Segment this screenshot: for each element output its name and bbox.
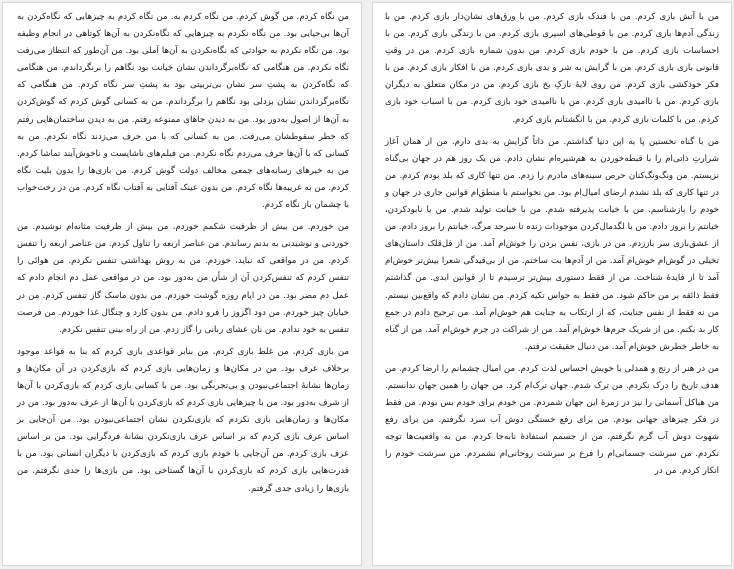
paragraph-eating: من خوردم. من بیش از ظرفیت شکمم خوردم. من بیش از ظرفیت مثانه‌ام نوشیدم. من خوردنی و نوشیدنی به بدنم رساندم. من عناصر اربعه را تناول کردم. من عناصر اربعه را تنفس کردم. من در مواقعی که نباید، خوردم. من به روش بهداشتی تنفس نکردم. من هوائی را تنفس کردم که تنفس‌کردن آن از شأن من به‌دور بود. من در مواقعی عمل دم انجام دادم که عمل دم مضر بود. من در ایام روزه گوشت خوردم. من بدون ماسک گاز تنفس کردم. من در خیابان چیز خوردم. من دود اگزوز را فرو دادم. من بدون کارد و چنگال غذا خوردم. من فرصت تنفس به خود ندادم. من نان عشای ربانی را گاز زدم. من از راه بینی تنفس نکردم. bbox=[17, 222, 349, 335]
paragraph-play-list: من با آتش بازی کردم. من با فندک بازی کردم. من با ورق‌های نشان‌دار بازی کردم. من با زندگی آدم‌ها بازی کردم. من با قوطی‌های اسپری بازی کردم. من با زندگی بازی کردم. من با احساسات بازی کردم. من با خودم بازی کردم. من بدون شماره بازی کردم. من در وقتِ قانونی بازی بازی کردم. من با گرایش به شر و بدی بازی کردم. من با افکار بازی کردم. من با فکر خودکشی بازی کردم. من روی لایهٔ نازکِ یخ بازی کردم. من در مکان متعلق به دیگران بازی کردم. من با ناامیدی بازی کردم. من با ناامیدی خود بازی کردم. من با اسباب خود بازی کردم. من با کلمات بازی کردم. من با انگشتانم بازی کردم. bbox=[385, 12, 719, 125]
right-page bbox=[372, 2, 732, 566]
paragraph-original-sin: من با گناه نخستین پا به این دنیا گذاشتم. من ذاتاً گرایش به بدی دارم. من از همان آغاز شرارتِ ذاتی‌ام را با قبطه‌خوردن به هم‌شیره‌ام نشان دادم. من یک روز هم در جهان بی‌گناه نزیستم. من ونگ‌ونگ‌کنان حرص سینه‌های مادرم را زدم. من تنها کاری که بلد بودم کردم. من در تنها کاری که بلد نشدم ارضای امیال‌ام بود. من نخواستم با منطق‌ام قوانین جاری در جهان و خودم را بازشناسم. من با خیانت پذیرفته شدم. من با خیانت تولید شدم. من با نابودکردن، خیانتم را بروز دادم. من با لگدمال‌کردن موجودات زنده تا سرحد مرگ، خیانتم را بروز دادم. من از عشق‌بازی سر باززدم. من در بازی، نفس بردن را خوش‌ام آمد. من از قل‌قلک داستان‌های تخیلی در گوش‌ام خوش‌ام آمد. من از آدم‌ها بت ساختم. من از بی‌قیدگی شعرا بیش‌تر خوش‌ام آمد تا از فایدهٔ شناخت. من از فقط دستوری بیش‌تر ترسیدم تا از قوانین ابدی. من گذاشتم فقط ذائقه بر من حاکم شود. من فقط به حواس تکیه کردم. من نشان دادم که واقع‌بین نیستم. من نه فقط از نفس جنایت، که از ارتکاب به جنایت هم خوش‌ام آمد. من ترجیح دادم در جمع کار بد بکنم. من از شریک جرم‌ها خوش‌ام آمد. من از شراکت در جرم خوش‌ام آمد. من از گناه به خاطر خطرش خوش‌ام آمد. من دنبال حقیقت نرفتم. bbox=[385, 136, 719, 352]
right-page-text bbox=[385, 9, 719, 486]
left-page-text bbox=[17, 9, 349, 503]
paragraph-art: من در هنر از رنج و همدلی با خویش احساس لذت کردم. من امیال چشمانم را ارضا کردم. من هدف تاریخ را درک نکردم. من ترک شدم. جهان ترک‌ام کرد. من جهان را همین جهان ندانستم. من هیاکل آسمانی را نیز در زمرهٔ این جهان شمردم. من خودم برای خودم بس بودم. من فقط در فکر چیزهای جهانی بودم. من برای رفع خستگی دوش آب سرد نگرفتم. من برای رفع شهوت دوش آب گرم نگرفتم. من از جسمم استفادهٔ نابه‌جا کردم. من به واقعیت‌ها توجه نکردم. من سرشت جسمانی‌ام را فرع بر سرشت روحانی‌ام نشمردم. من سرشت خودم را انکار کردم. من در bbox=[385, 363, 719, 477]
paragraph-seeing: من نگاه کردم. من گوش کردم. من نگاه کردم به. من نگاه کردم به چیزهایی که نگاه‌کردن به آن‌ها بی‌حیایی بود. من نگاه نکردم به چیزهایی که نگاه‌نکردن به آن‌ها کوتاهی در انجام وظیفه بود. من نگاه نکردم به حوادثی که نگاه‌نکردن به آن‌ها اَملی بود. من آن‌طور که انتظار می‌رفت نگاه نکردم. من هنگامی که نگاه‌برگرداندن نشان خیانت بود نگاهم را برنگرداندم. من هنگامی که نگاه‌کردن به پشتِ سر نشان بی‌تربیتی بود به پشتِ سر نگاه کردم. من هنگامی که نگاه‌برگرداندن نشان بزدلی بود نگاهم را برگرداندم. من به کسانی گوش کردم که گوش‌کردن به آن‌ها از اصول به‌دور بود. من به دیدن جاهای ممنوعه رفتم. من به دیدن ساختمان‌هایی رفتم که خطر سقوطشان می‌رفت. من به کسانی که با من حرف می‌زدند نگاه نکردم. من به کسانی که با آن‌ها حرف می‌زدم نگاه نکردم. من فیلم‌های ناشایست و ناخوش‌آیند تماشا کردم. من به خبرهای رسانه‌های جمعی مخالف دولت گوش کردم. من بازی‌ها را بدون بلیت نگاه کردم. من به غریبه‌ها نگاه کردم. من بدون عینک آفتابی به آفتاب نگاه کردم. من در رخت‌خواب با چشمان باز نگاه کردم. bbox=[17, 12, 349, 211]
paragraph-playing: من بازی کردم. من غلط بازی کردم. من بنابر قواعدی بازی کردم که بنا به قواعد موجود برخلاف عرف بود. من در مکان‌ها و زمان‌هایی بازی کردم که بازی‌کردن در آن مکان‌ها و زمان‌ها نشانهٔ اجتماعی‌نبودن و بی‌تجربگی بود. من با کسانی بازی کردم که بازی‌کردن با آن‌ها از شرف به‌دور بود. من با چیزهایی بازی کردم که بازی‌کردن با آن‌ها از عرف به‌دور بود. من در مکان‌ها و زمان‌هایی بازی نکردم که بازی‌نکردن نشان اجتماعی‌نبودن بود. من آن‌جایی بر اساس عرف بازی کردم که بر اساس عرف بازی‌نکردن نشانهٔ فردگرایی بود. من بر اساس عرف بازی کردم. من آن‌جایی با خودم بازی کردم که بازی‌کردن با دیگران انسانی بود. من با قدرت‌هایی بازی کردم که بازی‌کردن با آن‌ها گستاخی بود. من بازی‌ها را جدی نگرفتم. من بازی‌ها را زیادی جدی گرفتم. bbox=[17, 346, 349, 494]
left-page bbox=[2, 2, 362, 566]
